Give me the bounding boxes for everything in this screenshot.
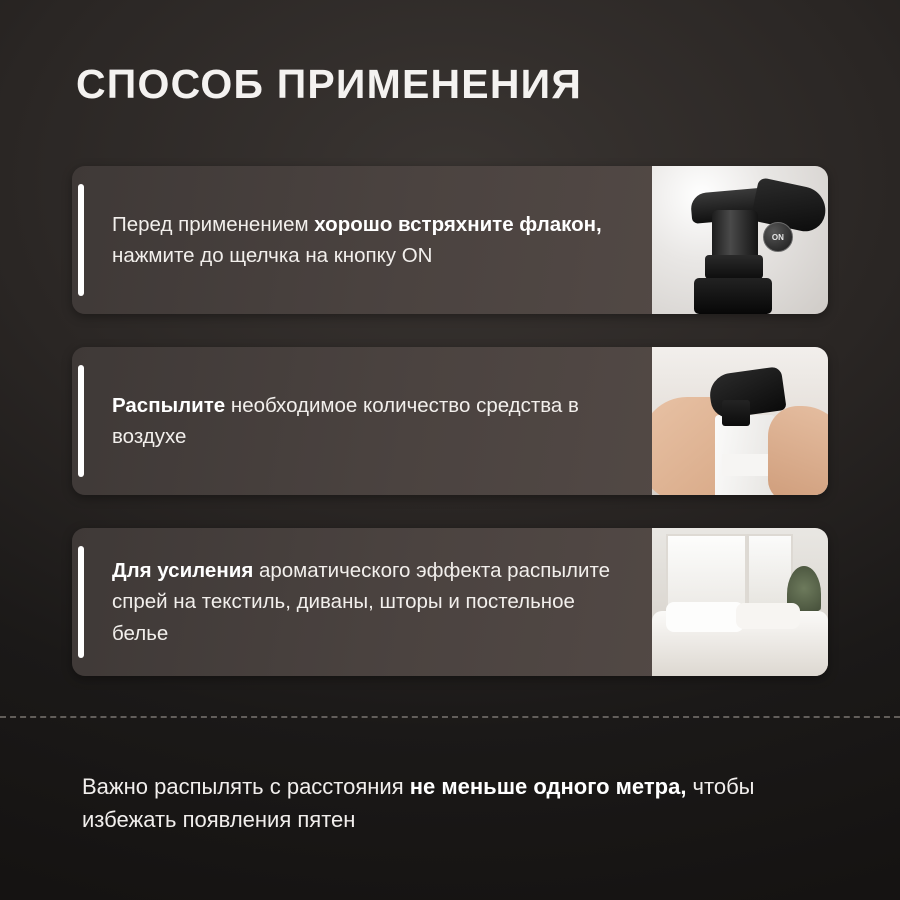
step-text-1: Перед применением хорошо встряхните флакон, нажмите до щелчка на кнопку ON: [112, 212, 602, 267]
section-divider: [0, 716, 900, 718]
step-card-3: [72, 528, 828, 676]
step-image-1: [652, 166, 828, 314]
step-image-3: [652, 528, 828, 676]
steps-list: [72, 166, 828, 709]
step-image-2: [652, 347, 828, 495]
page-title: СПОСОБ ПРИМЕНЕНИЯ: [76, 61, 582, 107]
step-card-2: [72, 347, 828, 495]
pillow-shape-2: [736, 603, 799, 628]
second-hand-shape: [768, 406, 828, 495]
step-accent-bar: [78, 184, 84, 296]
base-shape: [694, 278, 772, 314]
footnote-text: Важно распылять с расстояния не меньше одного метра, чтобы избежать появления пятен: [82, 774, 755, 833]
step-text-3: Для усиления ароматического эффекта распылите спрей на текстиль, диваны, шторы и постельное белье: [112, 559, 611, 645]
window-shape-2: [747, 534, 793, 605]
on-dial-label: ON: [763, 222, 793, 252]
window-shape: [666, 534, 747, 611]
bottle-label-shape: [722, 454, 768, 476]
step-card-1: [72, 166, 828, 314]
collar-shape: [705, 255, 763, 279]
step-accent-bar: [78, 365, 84, 477]
step-accent-bar: [78, 546, 84, 658]
pillow-shape: [666, 602, 743, 632]
sprayer-neck-shape: [722, 400, 750, 426]
step-text-2: Распылите необходимое количество средства в воздухе: [112, 393, 579, 448]
